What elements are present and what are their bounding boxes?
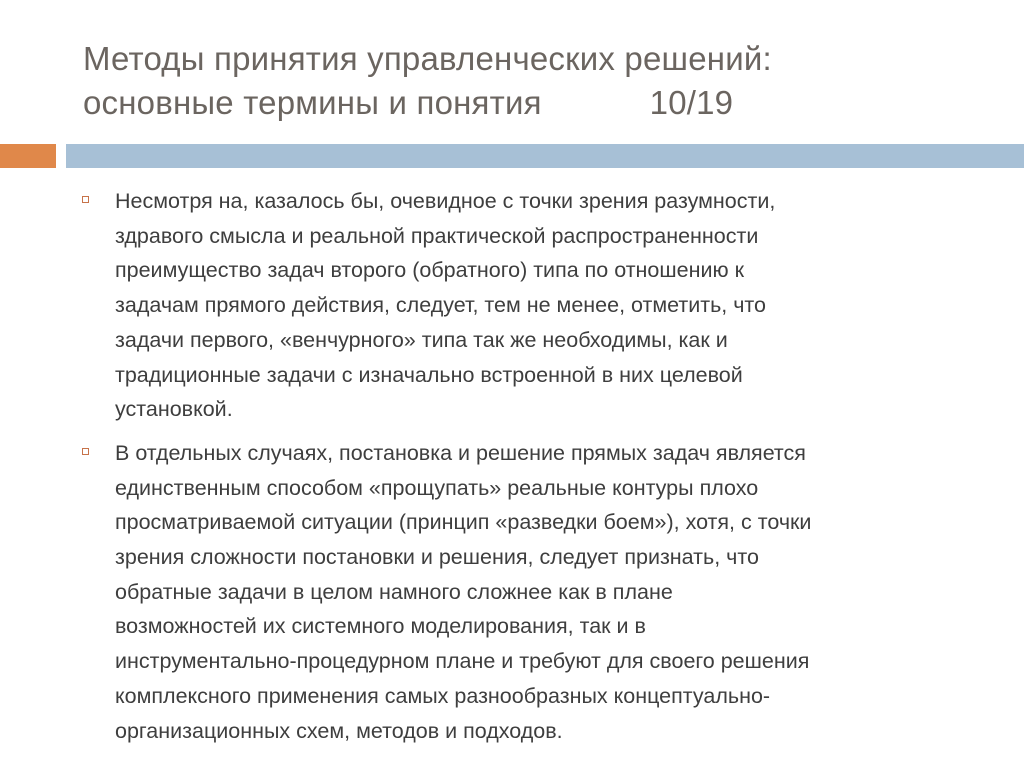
square-bullet-icon (82, 448, 89, 455)
bullet-item-1 (78, 184, 978, 427)
bullet-text-1: Несмотря на, казалось бы, очевидное с точки зрения разумности, здравого смысла и реальной практической распространенности преимущество задач второго (обратного) типа по отношению к задачам прямого действия, следует, тем не менее, отметить, что задачи первого, «венчурного» типа так же необходимы, как и традиционные задачи с изначально встроенной в них целевой установкой. (115, 189, 776, 422)
header-rule-bar (66, 144, 1024, 168)
bullet-item-2 (78, 436, 978, 748)
bullet-text-2: В отдельных случаях, постановка и решение прямых задач является единственным способом «прощупать» реальные контуры плохо просматриваемой ситуации (принцип «разведки боем»), хотя, с точки зрения сложности постановки и решения, следует признать, что обратные задачи в целом намного сложнее как в плане возможностей их системного моделирования, так и в инструментально-процедурном плане и требуют для своего решения комплексного применения самых разнообразных концептуально- организационных схем, методов и подходов. (115, 440, 812, 743)
title-line-2-text: основные термины и понятия (83, 84, 542, 121)
slide-title (83, 37, 983, 125)
title-line-1: Методы принятия управленческих решений: (83, 40, 772, 77)
accent-bar (0, 144, 56, 168)
bullet-list (78, 184, 978, 757)
title-line-2 (83, 81, 983, 125)
square-bullet-icon (82, 196, 89, 203)
page-number: 10/19 (649, 84, 734, 121)
